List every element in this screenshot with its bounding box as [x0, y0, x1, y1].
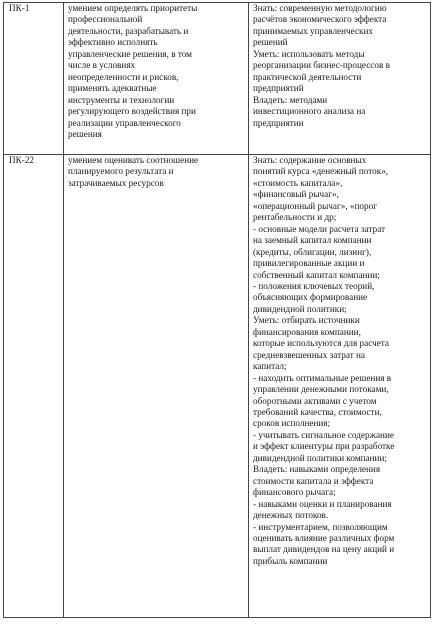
outcome-line: на заемный капитал компании — [253, 235, 372, 246]
outcome-line: «финансовый рычаг», — [253, 189, 339, 200]
outcome-line: которые используются для расчета — [253, 338, 390, 349]
description-line: умением оценивать соотношение — [68, 155, 199, 165]
outcome-line: «стоимость капитала», — [253, 177, 343, 188]
outcome-line: выплат дивидендов на цену акций и — [253, 544, 395, 555]
outcome-line: Владеть: навыками определения — [253, 464, 381, 475]
outcome-line: оценивать влияние различных форм — [253, 532, 395, 543]
competency-description-cell — [64, 155, 249, 618]
outcome-line: практической деятельности — [253, 71, 362, 82]
outcome-line: сроков исполнения; — [253, 418, 331, 429]
outcome-line: дивидендной политики; — [253, 303, 347, 314]
outcome-line: рентабельности и др; — [253, 212, 337, 223]
outcome-line: понятий курса «денежный поток», — [253, 166, 389, 177]
outcome-line: стоимости капитала и эффекта — [253, 475, 374, 486]
outcome-line: (кредиты, облигации, лизинг), — [253, 246, 372, 257]
outcome-line: предприятии — [253, 117, 304, 128]
outcome-line: объясняющих формирование — [253, 292, 368, 303]
outcome-line: принимаемых управленческих — [253, 25, 374, 36]
outcome-line: Знать: современную методологию — [253, 3, 387, 13]
outcome-line: финансирования компании, — [253, 326, 361, 337]
description-line: применять адекватные — [68, 83, 157, 94]
outcome-line: оборотными активами с учетом — [253, 395, 377, 406]
competency-code: ПК-1 — [9, 3, 30, 13]
outcome-line: средневзвешенных затрат на — [253, 349, 366, 360]
outcome-line: Знать: содержание основных — [253, 155, 367, 165]
outcome-line: - основные модели расчета затрат — [253, 223, 386, 234]
outcome-line: решений — [253, 37, 288, 48]
outcome-line: Уметь: использовать методы — [253, 48, 365, 59]
outcome-line: Владеть: методами — [253, 94, 328, 105]
outcome-line: собственный капитал компании; — [253, 269, 380, 280]
description-line: числе в условиях — [68, 60, 136, 71]
outcome-line: финансового рычага; — [253, 487, 336, 498]
table-row — [4, 3, 431, 155]
description-line: регулирующего воздействия при — [68, 106, 196, 117]
outcome-line: денежных потоков. — [253, 510, 329, 521]
description-line: планируемого результата и — [68, 166, 174, 177]
outcome-line: «операционный рычаг», «порог — [253, 200, 377, 211]
competency-description-cell — [64, 3, 249, 155]
learning-outcomes-cell — [249, 3, 431, 155]
outcome-line: - находить оптимальные решения в — [253, 372, 392, 383]
table-row — [4, 155, 431, 618]
description-line: решения — [68, 128, 102, 139]
description-line: эффективно исполнять — [68, 37, 158, 48]
outcome-line: расчётов экономического эффекта — [253, 14, 387, 25]
outcome-line: - инструментарием, позволяющим — [253, 521, 388, 532]
outcome-line: реорганизации бизнес-процессов в — [253, 60, 390, 71]
description-line: умением определять приоритеты — [68, 3, 198, 13]
outcome-line: - навыками оценки и планирования — [253, 498, 392, 509]
description-line: неопределенности и рисков, — [68, 71, 179, 82]
description-line: затрачиваемых ресурсов — [68, 177, 164, 188]
outcome-line: и эффект клиентуры при разработке — [253, 441, 395, 452]
outcome-line: капитал; — [253, 361, 287, 372]
outcome-line: дивидендной политики компании; — [253, 452, 387, 463]
outcome-line: инвестиционного анализа на — [253, 106, 366, 117]
competency-code-cell — [4, 155, 64, 618]
outcome-line: прибыль компании — [253, 555, 328, 566]
learning-outcomes-cell — [249, 155, 431, 618]
outcome-line: Уметь: отбирать источники — [253, 315, 360, 326]
outcome-line: - учитывать сигнальное содержание — [253, 429, 394, 440]
outcome-line: - положения ключевых теорий, — [253, 280, 375, 291]
outcome-line: требований качества, стоимости, — [253, 406, 382, 417]
competency-table — [3, 2, 431, 618]
competency-code-cell — [4, 3, 64, 155]
description-line: управленческие решения, в том — [68, 48, 192, 59]
description-line: деятельности, разрабатывать и — [68, 25, 189, 36]
outcome-line: управлении денежными потоками, — [253, 384, 389, 395]
description-line: профессиональной — [68, 14, 143, 25]
outcome-line: предприятий — [253, 83, 304, 94]
description-line: реализации управленческого — [68, 117, 181, 128]
description-line: инструменты и технологии — [68, 94, 175, 105]
outcome-line: привилегированные акции и — [253, 258, 365, 269]
competency-code: ПК-22 — [9, 155, 35, 165]
